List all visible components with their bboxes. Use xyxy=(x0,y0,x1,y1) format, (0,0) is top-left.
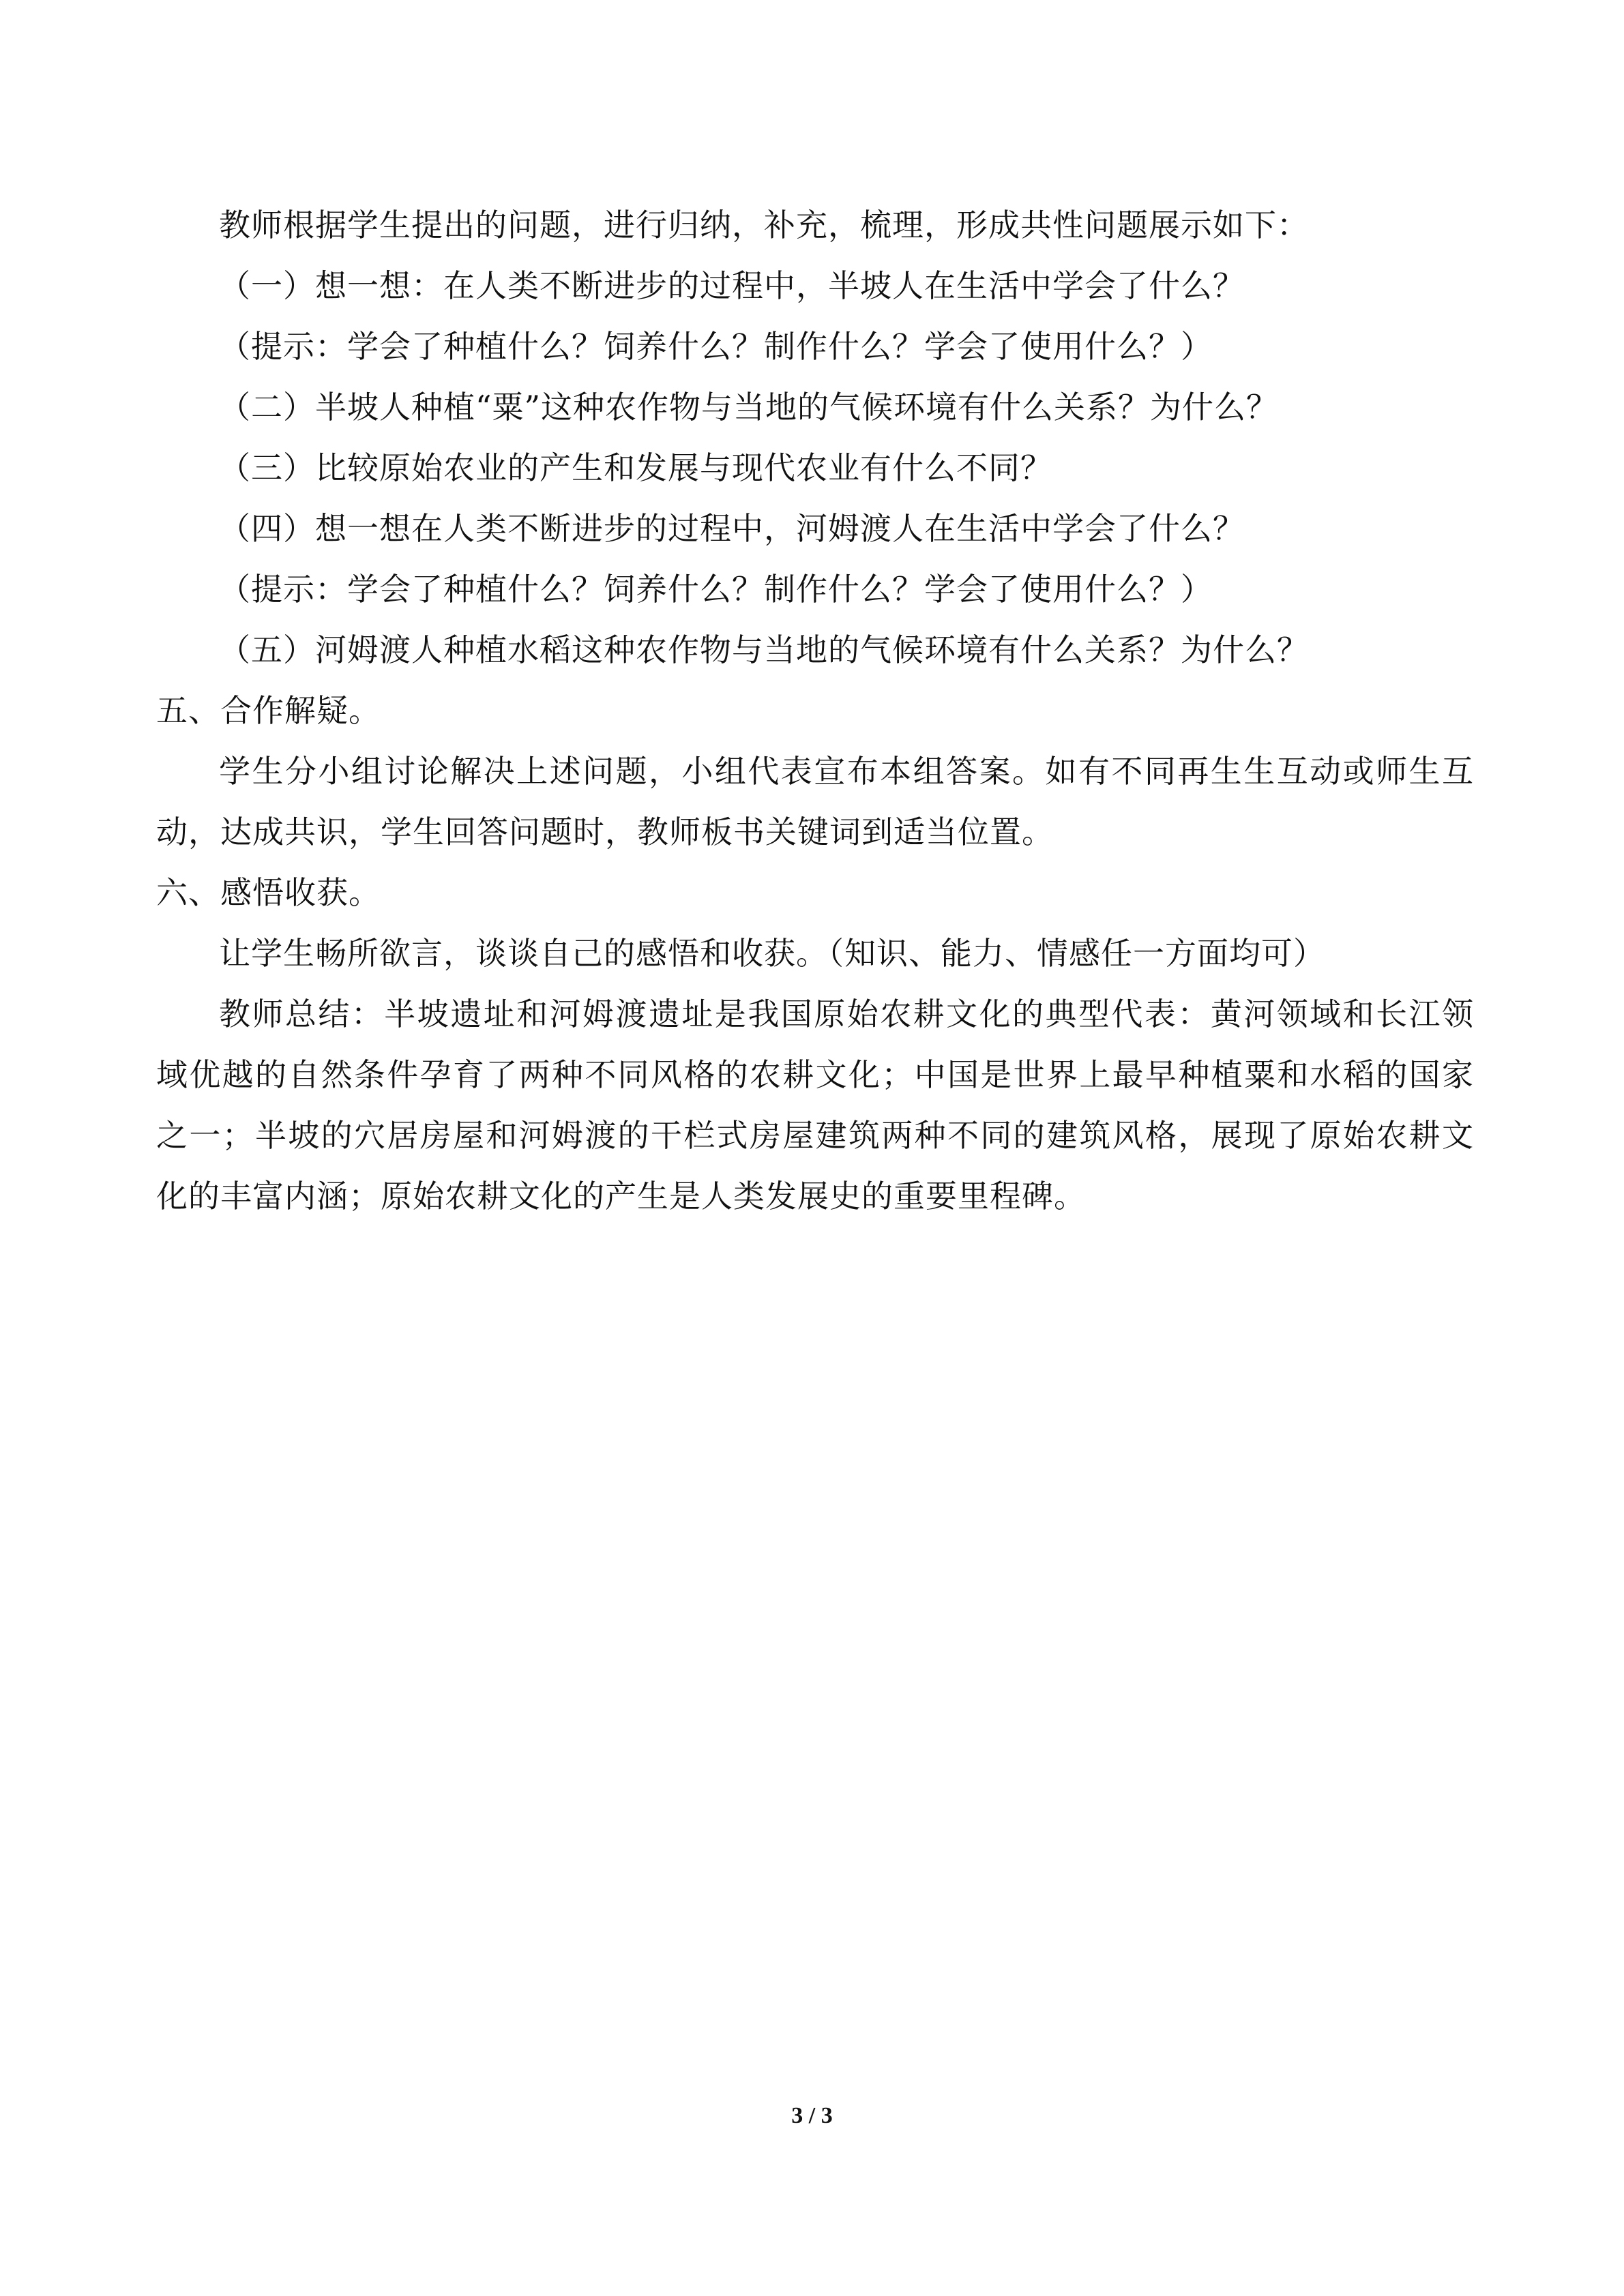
document-body xyxy=(156,205,1474,1236)
question-1-hint: （提示：学会了种植什么？饲养什么？制作什么？学会了使用什么？） xyxy=(219,328,1213,365)
paragraph-cooperation-line-2: 动，达成共识，学生回答问题时，教师板书关键词到适当位置。 xyxy=(156,814,1054,850)
paragraph-summary-line-3: 之一；半坡的穴居房屋和河姆渡的干栏式房屋建筑两种不同的建筑风格，展现了原始农耕文 xyxy=(156,1117,1474,1154)
paragraph-summary-line-1: 教师总结：半坡遗址和河姆渡遗址是我国原始农耕文化的典型代表：黄河领域和长江领 xyxy=(219,996,1474,1032)
question-4-hint: （提示：学会了种植什么？饲养什么？制作什么？学会了使用什么？） xyxy=(219,571,1213,608)
paragraph-intro: 教师根据学生提出的问题，进行归纳，补充，梳理，形成共性问题展示如下： xyxy=(219,207,1309,243)
page-number: 3 / 3 xyxy=(791,2103,833,2128)
paragraph-summary-line-2: 域优越的自然条件孕育了两种不同风格的农耕文化；中国是世界上最早种植粟和水稻的国家 xyxy=(156,1056,1474,1093)
section-heading-6: 六、感悟收获。 xyxy=(156,874,381,911)
question-5: （五）河姆渡人种植水稻这种农作物与当地的气候环境有什么关系？为什么？ xyxy=(219,631,1309,668)
paragraph-summary-line-4: 化的丰富内涵；原始农耕文化的产生是人类发展史的重要里程碑。 xyxy=(156,1178,1086,1214)
section-heading-5: 五、合作解疑。 xyxy=(156,692,381,729)
question-1: （一）想一想：在人类不断进步的过程中，半坡人在生活中学会了什么？ xyxy=(219,267,1245,304)
paragraph-cooperation-line-1: 学生分小组讨论解决上述问题，小组代表宣布本组答案。如有不同再生生互动或师生互 xyxy=(219,753,1474,790)
question-3: （三）比较原始农业的产生和发展与现代农业有什么不同？ xyxy=(219,449,1052,486)
question-4: （四）想一想在人类不断进步的过程中，河姆渡人在生活中学会了什么？ xyxy=(219,510,1245,547)
question-2: （二）半坡人种植“粟”这种农作物与当地的气候环境有什么关系？为什么？ xyxy=(219,389,1279,426)
paragraph-reflection: 让学生畅所欲言，谈谈自己的感悟和收获。（知识、能力、情感任一方面均可） xyxy=(219,935,1325,972)
